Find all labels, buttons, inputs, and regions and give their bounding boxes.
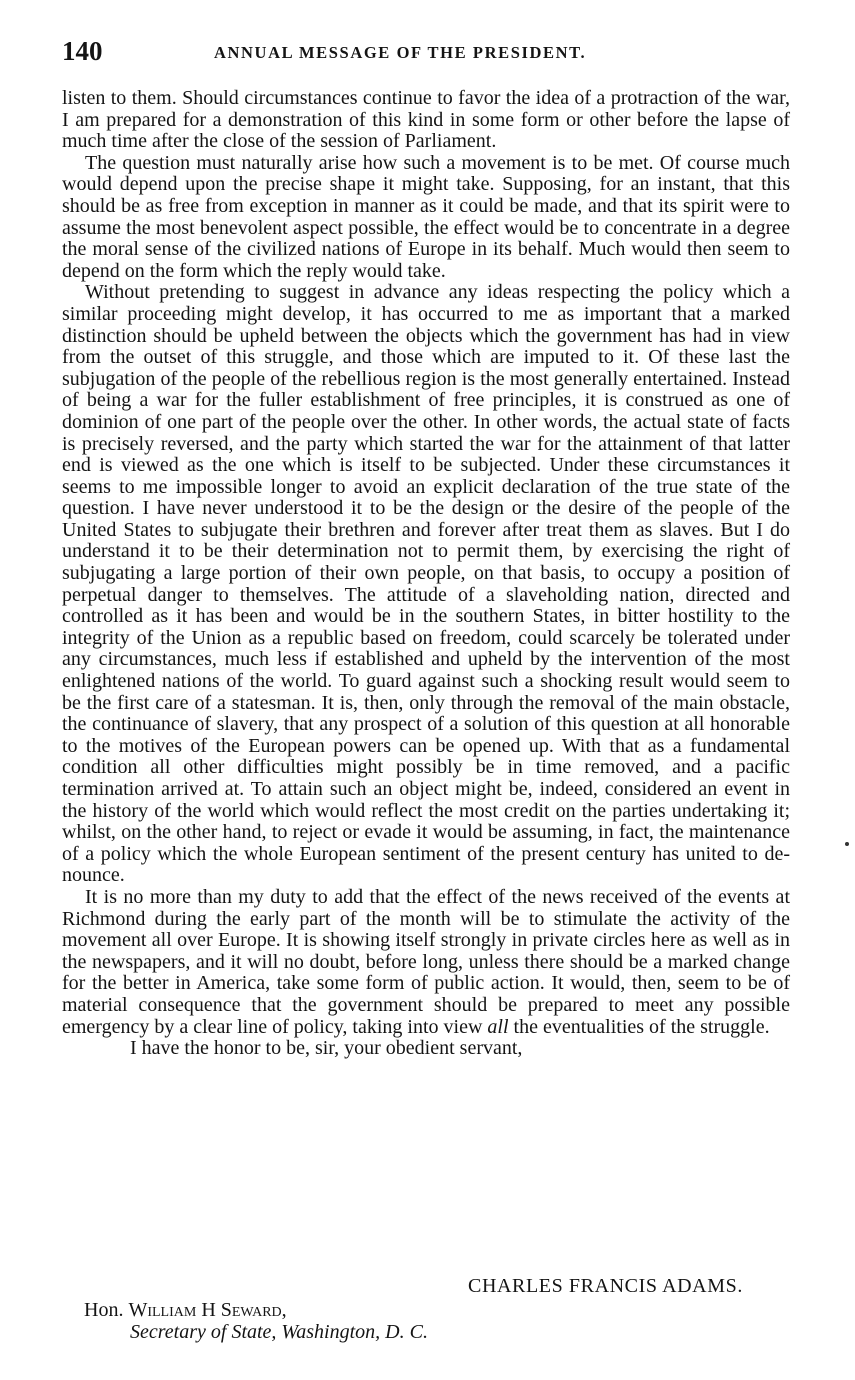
margin-ink-speck	[845, 842, 849, 846]
addressee-name: William H Seward,	[128, 1299, 287, 1321]
paragraph-final-text-a: It is no more than my duty to add that the effect of the news received of the events at Richmond during the early part of the month will be to stimulate the activity of the movement all over Europe. It is showing itself strongly in private circles here as well as in the newspapers, and it will no doubt, before long, unless there should be a marked change for the better in America, take some form of public action. It would, then, seem to be of material consequence that the government should be prepared to meet any possible emergency by a clear line of policy, taking into view	[62, 885, 790, 1038]
honorific: Hon.	[84, 1299, 129, 1321]
page-number: 140	[62, 36, 103, 66]
paragraph-final-text-b: the eventualities of the struggle.	[508, 1015, 770, 1038]
addressee-line	[84, 1299, 287, 1321]
paragraph-final	[62, 887, 790, 1038]
addressee-title: Secretary of State, Washington, D. C.	[130, 1321, 428, 1343]
letter-body	[62, 88, 790, 1060]
paragraph: The question must naturally arise how such a movement is to be met. Of course much would depend upon the precise shape it might take. Supposing, for an instant, that this should be as free from exception in manner as it could be made, and that its spirit were to assume the most benevolent aspect possible, the effect would be to concentrate in a degree the moral sense of the civilized nations of Europe in its behalf. Much would then seem to depend on the form which the reply would take.	[62, 151, 790, 282]
paragraph: Without pretending to suggest in advance any ideas respecting the policy which a similar proceeding might develop, it has occurred to me as important that a marked distinction should be upheld between the objects which the government has had in view from the outset of this struggle, and those which are imputed to it. Of these last the subjugation of the people of the rebellious region is the most generally entertained. Instead of being a war for the fuller establishment of free principles, it is construed as one of dominion of one part of the people over the other. In other words, the actual state of facts is precisely reversed, and the party which started the war for the attainment of that latter end is viewed as the one which is itself to be subjected. Under these circumstances it seems to me impossible longer to avoid an explicit declaration of the true state of the question. I have never understood it to be the design or the desire of the people of the United States to subjugate their brethren and forever after treat them as slaves. But I do understand it to be their determination not to permit them, by exercising the right of subjugating a large portion of their own people, on that basis, to occupy a position of perpetual danger to themselves. The attitude of a slaveholding nation, directed and controlled as it has been and would be in the southern States, in bitter hostility to the integrity of the Union as a republic based on freedom, could scarcely be tolerated under any circumstances, much less if established and upheld by the intervention of the most enlightened nations of the world. To guard against such a shocking result would seem to be the first care of a statesman. It is, then, only through the removal of the main obstacle, the continuance of slavery, that any prospect of a solution of this question at all honorable to the motives of the European powers can be opened up. With that as a fundamental condition all other difficulties might possibly be in time removed, and a pacific termination arrived at. To attain such an object might be, indeed, considered an event in the history of the world which would reflect the most credit on the parties undertaking it; whilst, on the other hand, to reject or evade it would be assuming, in fact, the maintenance of a policy which the whole European sentiment of the present century has united to denounce.	[62, 281, 790, 887]
signature: CHARLES FRANCIS ADAMS.	[468, 1275, 743, 1297]
running-title: ANNUAL MESSAGE OF THE PRESIDENT.	[214, 43, 587, 62]
paragraph-continued: listen to them. Should circumstances continue to favor the idea of a protraction of the war, I am prepared for a demonstration of this kind in some form or other before the lapse of much time after the close of the session of Parliament.	[62, 87, 790, 153]
page-header	[62, 34, 790, 68]
closing-line: I have the honor to be, sir, your obedient servant,	[130, 1037, 523, 1060]
emphasis-all: all	[487, 1015, 509, 1038]
